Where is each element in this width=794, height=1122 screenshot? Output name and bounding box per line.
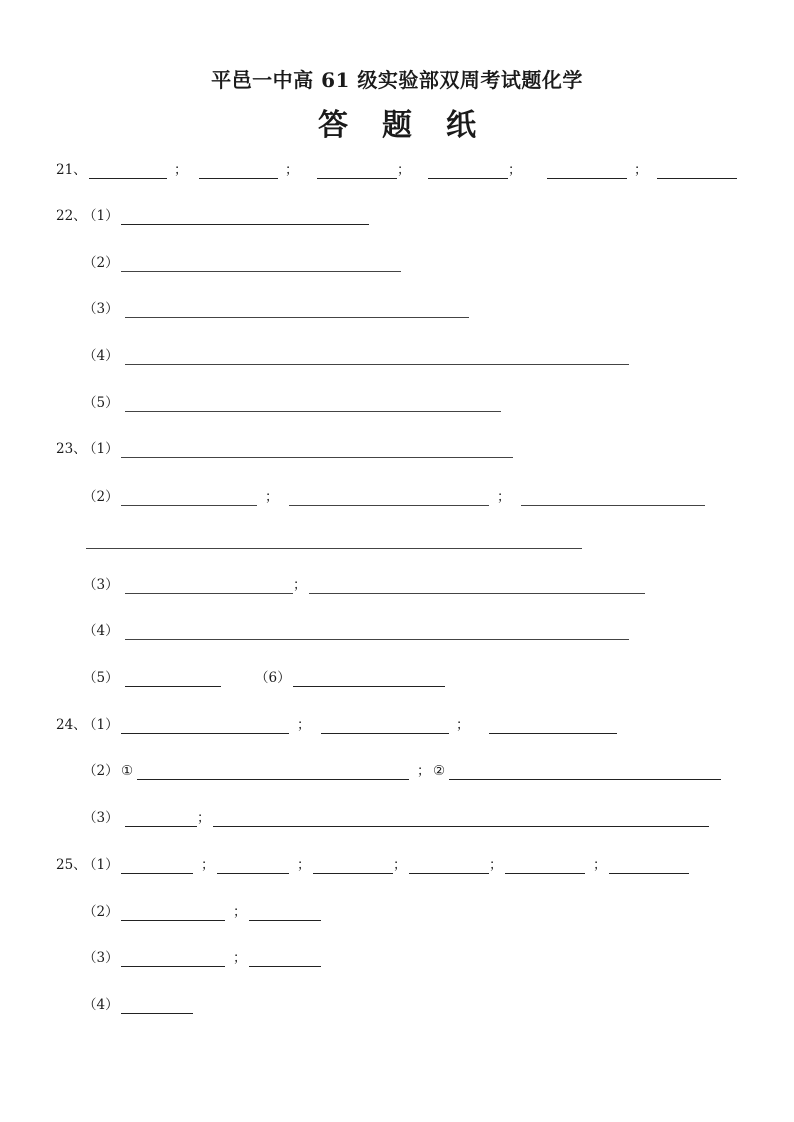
part-label: （2）: [83, 489, 119, 505]
part-label: （2）: [83, 904, 119, 920]
answer-blank[interactable]: [125, 300, 469, 318]
answer-blank[interactable]: [489, 716, 617, 734]
answer-blank[interactable]: [547, 161, 627, 179]
question-number: 23、: [56, 441, 87, 457]
answer-blank[interactable]: [125, 622, 629, 640]
answer-blank[interactable]: [121, 254, 401, 272]
answer-blank[interactable]: [609, 856, 689, 874]
separator: ；: [297, 857, 311, 873]
answer-blank[interactable]: [199, 161, 278, 179]
answer-blank[interactable]: [137, 762, 409, 780]
separator: ；: [456, 717, 470, 733]
circled-number-2: ②: [433, 763, 446, 779]
answer-blank[interactable]: [121, 996, 193, 1014]
part-label: （2）: [83, 763, 119, 779]
part-label: （1）: [83, 441, 119, 457]
part-label: （4）: [83, 623, 119, 639]
part-label: （5）: [83, 670, 119, 686]
answer-sheet-heading: 答题纸: [318, 108, 510, 143]
separator: ；: [197, 810, 211, 826]
separator: ；: [233, 904, 247, 920]
answer-blank[interactable]: [289, 488, 489, 506]
answer-blank[interactable]: [125, 394, 501, 412]
answer-blank[interactable]: [449, 762, 721, 780]
answer-blank[interactable]: [125, 576, 293, 594]
separator: ；: [417, 763, 431, 779]
question-number: 24、: [56, 717, 87, 733]
part-label: （4）: [83, 348, 119, 364]
circled-number-1: ①: [121, 763, 134, 779]
answer-blank[interactable]: [213, 809, 709, 827]
answer-blank[interactable]: [125, 669, 221, 687]
part-label: （4）: [83, 997, 119, 1013]
question-number: 21、: [56, 162, 87, 178]
separator: ；: [285, 162, 299, 178]
part-label: （1）: [83, 857, 119, 873]
answer-blank[interactable]: [217, 856, 289, 874]
answer-blank[interactable]: [86, 531, 582, 549]
exam-title: 平邑一中高 61 级实验部双周考试题化学: [211, 68, 583, 92]
separator: ；: [174, 162, 188, 178]
answer-blank[interactable]: [249, 949, 321, 967]
separator: ；: [497, 489, 511, 505]
separator: ；: [233, 950, 247, 966]
answer-blank[interactable]: [121, 903, 225, 921]
answer-blank[interactable]: [293, 669, 445, 687]
separator: ；: [634, 162, 648, 178]
separator: ；: [397, 162, 411, 178]
answer-blank[interactable]: [125, 809, 197, 827]
part-label: （3）: [83, 301, 119, 317]
separator: ；: [393, 857, 407, 873]
part-label: （1）: [83, 208, 119, 224]
part-label: （3）: [83, 950, 119, 966]
separator: ；: [508, 162, 522, 178]
question-number: 22、: [56, 208, 87, 224]
separator: ；: [293, 577, 307, 593]
part-label: （3）: [83, 810, 119, 826]
answer-blank[interactable]: [121, 440, 513, 458]
answer-blank[interactable]: [521, 488, 705, 506]
part-label: （6）: [255, 670, 291, 686]
answer-blank[interactable]: [313, 856, 393, 874]
separator: ；: [265, 489, 279, 505]
part-label: （3）: [83, 577, 119, 593]
answer-blank[interactable]: [121, 207, 369, 225]
separator: ；: [489, 857, 503, 873]
separator: ；: [593, 857, 607, 873]
answer-blank[interactable]: [121, 856, 193, 874]
answer-blank[interactable]: [505, 856, 585, 874]
question-number: 25、: [56, 857, 87, 873]
answer-blank[interactable]: [121, 716, 289, 734]
answer-blank[interactable]: [321, 716, 449, 734]
answer-blank[interactable]: [125, 347, 629, 365]
part-label: （5）: [83, 395, 119, 411]
answer-blank[interactable]: [317, 161, 397, 179]
answer-blank[interactable]: [121, 488, 257, 506]
part-label: （2）: [83, 255, 119, 271]
answer-blank[interactable]: [89, 161, 167, 179]
answer-blank[interactable]: [309, 576, 645, 594]
answer-blank[interactable]: [657, 161, 737, 179]
answer-blank[interactable]: [249, 903, 321, 921]
separator: ；: [297, 717, 311, 733]
part-label: （1）: [83, 717, 119, 733]
answer-blank[interactable]: [121, 949, 225, 967]
answer-blank[interactable]: [428, 161, 508, 179]
separator: ；: [201, 857, 215, 873]
answer-blank[interactable]: [409, 856, 489, 874]
